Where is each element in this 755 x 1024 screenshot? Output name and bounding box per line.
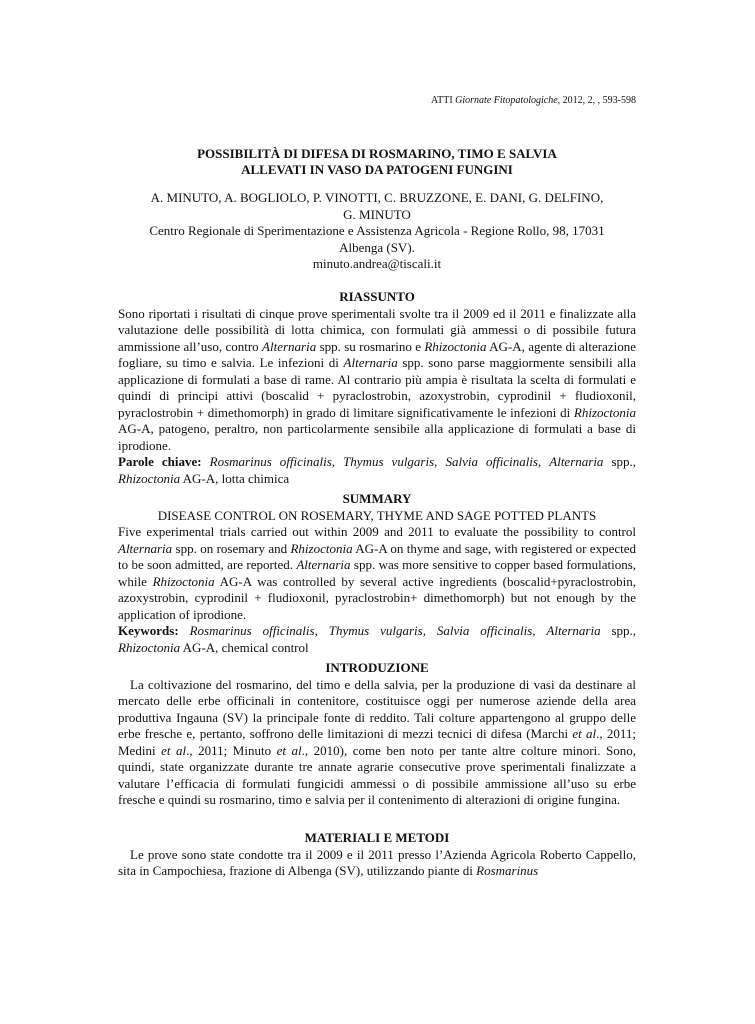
text-run: Le prove sono state condotte tra il 2009 e il 2011 presso l’Azienda Agricola Roberto Cappello, sita in Campochiesa, frazione di Albenga (SV), utilizzando piante di — [118, 846, 636, 878]
text-run: La coltivazione del rosmarino, del timo e della salvia, per la produzione di vasi da destinare al mercato delle erbe officinali in contenitore, costituisce oggi per numerose aziende della area produttiva Ingauna (SV) la principale fonte di reddito. Tali colture appartengono al gruppo delle erbe fresche e, pertanto, soffrono delle limitazioni di mezzi tecnici di difesa (Marchi — [118, 676, 636, 741]
text-run: Sono riportati i risultati di cinque prove sperimentali svolte tra il 2009 ed il 2011 e finalizzate alla valutazione delle possibilità di lotta chimica, con formulati già ammessi o di possibile futura ammissione all’uso, contro — [118, 305, 636, 354]
journal-header — [431, 95, 636, 107]
keyword: Rosmarinus officinalis — [209, 454, 332, 469]
riassunto-body — [118, 306, 636, 455]
header-prefix: ATTI — [430, 95, 456, 106]
italic-run: Alternaria — [118, 540, 173, 556]
summary-section — [118, 491, 636, 656]
riassunto-keywords — [118, 454, 636, 487]
keyword: Salvia officinalis — [436, 623, 533, 638]
text-run: spp. on rosemary and — [172, 540, 291, 556]
affiliation-line-1: Centro Regionale di Sperimentazione e Assistenza Agricola - Regione Rollo, 98, 17031 — [149, 223, 605, 238]
separator: , — [532, 623, 547, 638]
text-run: AG-A, chemical control — [180, 639, 309, 655]
author-email: minuto.andrea@tiscali.it — [312, 256, 442, 271]
author-block — [118, 190, 636, 273]
italic-run: Alternaria — [343, 355, 398, 370]
keyword: Rhizoctonia — [118, 470, 181, 486]
keyword: Alternaria — [546, 623, 601, 638]
introduzione-section — [118, 660, 636, 809]
text-run: ., 2011; Medini — [118, 726, 636, 758]
text-run: AG-A was controlled by several active ingredients (boscalid+pyraclostrobin, azoxystrobin, cyprodinil + fludioxonil, pyraclostrobin+ dimethomorph) but not enough by the application of iprodione. — [118, 573, 636, 622]
keywords-label: Parole chiave: — [118, 454, 202, 469]
summary-subtitle: DISEASE CONTROL ON ROSEMARY, THYME AND SAGE POTTED PLANTS — [157, 507, 597, 523]
author-names-line-2: G. MINUTO — [343, 206, 411, 222]
keyword: Rhizoctonia — [118, 639, 181, 655]
separator: spp., — [600, 623, 637, 638]
introduzione-heading: INTRODUZIONE — [325, 660, 429, 675]
text-run: Five experimental trials carried out within 2009 and 2011 to evaluate the possibility to control — [118, 524, 636, 539]
text-run: spp. was more sensitive to copper based formulations, while — [118, 557, 637, 589]
introduzione-body — [118, 677, 636, 809]
italic-run: Rhizoctonia — [290, 540, 353, 556]
journal-name: Giornate Fitopatologiche — [455, 95, 558, 106]
keyword: Salvia officinalis — [445, 454, 538, 469]
separator: , — [331, 454, 344, 469]
summary-keywords — [118, 623, 636, 656]
keyword: Thymus vulgaris — [328, 623, 423, 638]
text-run: spp. su rosmarino e — [316, 338, 425, 354]
separator: , — [537, 454, 550, 469]
riassunto-heading: RIASSUNTO — [339, 289, 415, 304]
italic-run: et al — [161, 742, 187, 758]
text-run: ., 2010), come ben noto per tante altre colture minori. Sono, quindi, state organizzate durante tre annate agrarie consecutive prove sperimentali finalizzate a valutare l’efficacia di formulati fungicidi ammessi o di possibile ammissione all’uso su erbe fresche e quindi su rosmarino, timo e salvia per il contenimento di alterazioni di origine fungina. — [118, 742, 636, 807]
author-names-line-1: A. MINUTO, A. BOGLIOLO, P. VINOTTI, C. BRUZZONE, E. DANI, G. DELFINO, — [150, 190, 604, 205]
metodi-section — [118, 830, 636, 880]
title-line-2: ALLEVATI IN VASO DA PATOGENI FUNGINI — [241, 162, 513, 177]
text-run: AG-A, patogeno, peraltro, non particolarmente sensibile alla applicazione di formulati a base di iprodione. — [118, 421, 636, 453]
keyword: Thymus vulgaris — [343, 454, 435, 469]
separator: spp., — [603, 454, 637, 469]
metodi-body — [118, 847, 636, 880]
separator: , — [434, 454, 446, 469]
summary-heading: SUMMARY — [342, 491, 412, 506]
italic-run: Rhizoctonia — [424, 338, 487, 354]
paper-title — [118, 146, 636, 178]
keywords-label: Keywords: — [118, 623, 179, 638]
keyword: Alternaria — [549, 454, 604, 469]
text-run: ., 2011; Minuto — [186, 742, 277, 758]
summary-body — [118, 524, 636, 623]
header-volume-pages: , 2012, 2, , 593-598 — [557, 95, 636, 106]
text-run: AG-A, agente di alterazione fogliare, su timo e salvia. Le infezioni di — [118, 338, 636, 370]
italic-run: Rosmarinus — [476, 863, 539, 878]
text-run: AG-A, lotta chimica — [180, 470, 290, 486]
italic-run: Alternaria — [262, 338, 317, 354]
italic-run: et al — [276, 742, 302, 758]
italic-run: Rhizoctonia — [573, 404, 636, 420]
keyword: Rosmarinus officinalis — [189, 623, 315, 638]
metodi-heading: MATERIALI E METODI — [304, 830, 450, 845]
text-run: spp. sono parse maggiormente sensibili alla applicazione di formulati a base di rame. Al contrario più ampia è risultata la scelta di formulati e quindi di principi attivi (boscalid + pyraclostrobin, azoxystrobin, cyprodinil + fludioxonil, pyraclostrobin + dimethomorph) in grado di limitare significativamente le infezioni di — [118, 355, 637, 420]
title-line-1: POSSIBILITÀ DI DIFESA DI ROSMARINO, TIMO E SALVIA — [197, 146, 557, 161]
affiliation-line-2: Albenga (SV). — [339, 239, 415, 255]
italic-run: Rhizoctonia — [152, 573, 215, 589]
separator: , — [314, 623, 329, 638]
riassunto-section — [118, 289, 636, 487]
italic-run: et al — [572, 726, 597, 741]
separator: , — [422, 623, 437, 638]
italic-run: Alternaria — [296, 557, 351, 572]
text-run: AG-A on thyme and sage, with registered or expected to be soon admitted, are reported. — [118, 540, 636, 572]
